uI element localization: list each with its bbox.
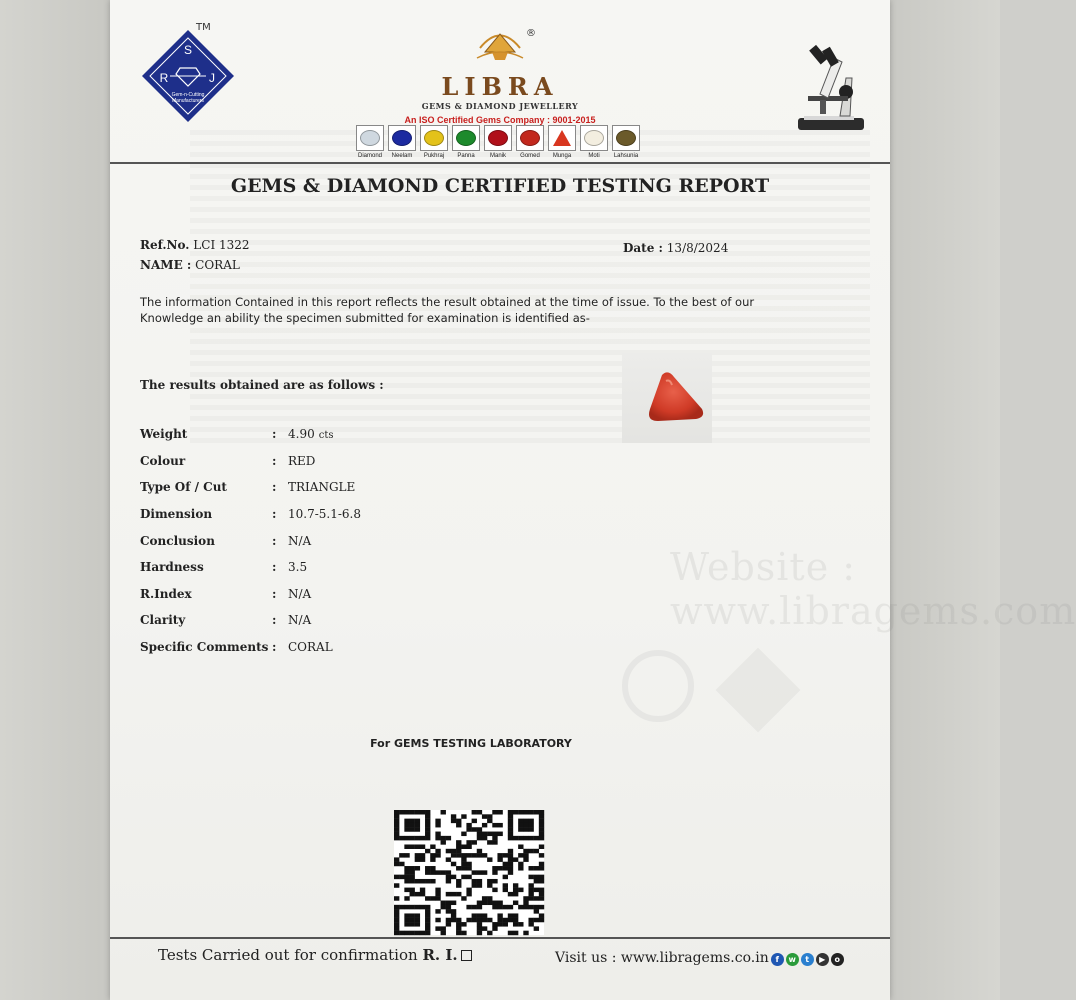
result-key: Clarity bbox=[140, 613, 186, 627]
gem-label: Munga bbox=[552, 153, 572, 159]
watermark-website: Website : www.libragems.com bbox=[670, 545, 1076, 633]
name-label: NAME : bbox=[140, 258, 192, 272]
result-key: Weight bbox=[140, 427, 188, 441]
result-row bbox=[140, 587, 440, 605]
tests-note bbox=[158, 946, 472, 964]
specimen-name bbox=[140, 258, 240, 272]
name-value: CORAL bbox=[195, 258, 240, 272]
gem-swatch bbox=[484, 125, 512, 151]
intro-paragraph bbox=[140, 294, 780, 326]
gem-label: Lahsunia bbox=[613, 153, 639, 159]
background-right bbox=[890, 0, 1000, 1000]
result-separator: : bbox=[272, 507, 277, 521]
microscope-icon bbox=[790, 38, 870, 133]
results-heading: The results obtained are as follows : bbox=[140, 378, 384, 392]
lab-signature-line: For GEMS TESTING LABORATORY bbox=[370, 737, 572, 750]
result-value bbox=[288, 427, 333, 441]
trademark-mark: TM bbox=[196, 22, 211, 33]
result-value-text: TRIANGLE bbox=[288, 480, 356, 494]
gem-icon bbox=[424, 130, 444, 146]
result-row bbox=[140, 427, 440, 445]
gem-swatch bbox=[388, 125, 416, 151]
gem-item bbox=[515, 125, 545, 159]
gem-item bbox=[547, 125, 577, 159]
result-row bbox=[140, 613, 440, 631]
logo-letter-r: R bbox=[159, 71, 169, 85]
result-key: Conclusion bbox=[140, 534, 215, 548]
result-value bbox=[288, 640, 333, 654]
gem-swatch bbox=[356, 125, 384, 151]
gem-item bbox=[387, 125, 417, 159]
result-separator: : bbox=[272, 560, 277, 574]
result-key: Hardness bbox=[140, 560, 204, 574]
gem-swatch bbox=[516, 125, 544, 151]
watermark-diamond bbox=[716, 648, 801, 733]
srj-logo bbox=[140, 28, 236, 124]
footer-divider bbox=[110, 937, 890, 939]
qr-code bbox=[394, 810, 544, 935]
youtube-icon[interactable]: ▶ bbox=[816, 953, 829, 966]
gem-icon bbox=[584, 130, 604, 146]
gem-icon bbox=[616, 130, 636, 146]
certificate-paper bbox=[110, 0, 1076, 1000]
result-value bbox=[288, 560, 307, 574]
gem-label: Pukhraj bbox=[423, 153, 445, 159]
ref-value: LCI 1322 bbox=[193, 238, 250, 252]
iso-certification: An ISO Certified Gems Company : 9001-2015 bbox=[404, 115, 596, 125]
result-value bbox=[288, 507, 361, 521]
logo-tagline-2: Manufacturers bbox=[172, 98, 204, 104]
coral-gem-icon bbox=[622, 353, 712, 443]
gem-label: Panna bbox=[457, 153, 475, 159]
social-icons bbox=[769, 950, 844, 966]
libra-brand bbox=[350, 28, 650, 125]
gem-swatch bbox=[548, 125, 576, 151]
result-separator: : bbox=[272, 587, 277, 601]
gem-icon bbox=[553, 130, 571, 146]
brand-name: LIBRA bbox=[441, 72, 559, 101]
logo-tagline-1: Gem-n-Cutting bbox=[171, 92, 205, 98]
registered-mark: ® bbox=[526, 28, 536, 39]
result-separator: : bbox=[272, 480, 277, 494]
result-value-text: 3.5 bbox=[288, 560, 308, 574]
result-value-text: 10.7-5.1-6.8 bbox=[288, 507, 361, 521]
reference-number bbox=[140, 238, 250, 252]
instagram-icon[interactable]: o bbox=[831, 953, 844, 966]
gem-swatch bbox=[420, 125, 448, 151]
result-key: Colour bbox=[140, 454, 186, 468]
gem-swatch bbox=[612, 125, 640, 151]
gem-item bbox=[451, 125, 481, 159]
gem-icon bbox=[520, 130, 540, 146]
result-row bbox=[140, 507, 440, 525]
gem-item bbox=[579, 125, 609, 159]
crest-icon bbox=[475, 28, 525, 68]
visit-us bbox=[555, 950, 844, 966]
result-value-text: N/A bbox=[288, 587, 312, 601]
result-key: Specific Comments bbox=[140, 640, 269, 654]
result-key: Type Of / Cut bbox=[140, 480, 227, 494]
gem-item bbox=[419, 125, 449, 159]
result-separator: : bbox=[272, 427, 277, 441]
result-row bbox=[140, 480, 440, 498]
result-separator: : bbox=[272, 534, 277, 548]
gem-item bbox=[355, 125, 385, 159]
twitter-icon[interactable]: t bbox=[801, 953, 814, 966]
gem-icon bbox=[360, 130, 380, 146]
intro-line-2: Knowledge an ability the specimen submitted for examination is identified as- bbox=[140, 311, 590, 325]
result-separator: : bbox=[272, 613, 277, 627]
result-row bbox=[140, 534, 440, 552]
background-left bbox=[0, 0, 110, 1000]
gem-label: Gomed bbox=[520, 153, 540, 159]
result-separator: : bbox=[272, 640, 277, 654]
result-row bbox=[140, 640, 440, 658]
gem-strip bbox=[355, 125, 641, 159]
gem-icon bbox=[392, 130, 412, 146]
date-value: 13/8/2024 bbox=[666, 241, 729, 255]
intro-line-1: The information Contained in this report reflects the result obtained at the time of issue. To the best of our bbox=[140, 295, 755, 309]
result-value bbox=[288, 480, 355, 494]
result-key: R.Index bbox=[140, 587, 192, 601]
result-key: Dimension bbox=[140, 507, 213, 521]
gem-swatch bbox=[580, 125, 608, 151]
tests-method: R. I. bbox=[422, 946, 458, 964]
result-value-text: CORAL bbox=[288, 640, 333, 654]
brand-subtitle: GEMS & DIAMOND JEWELLERY bbox=[421, 101, 579, 111]
date-label: Date : bbox=[623, 241, 663, 255]
gem-swatch bbox=[452, 125, 480, 151]
tests-text: Tests Carried out for confirmation bbox=[158, 946, 418, 964]
result-row bbox=[140, 454, 440, 472]
result-separator: : bbox=[272, 454, 277, 468]
logo-letter-j: J bbox=[209, 71, 215, 85]
facebook-icon[interactable]: f bbox=[771, 953, 784, 966]
gem-item bbox=[611, 125, 641, 159]
header-divider bbox=[110, 162, 890, 164]
result-value-text: 4.90 bbox=[288, 427, 315, 441]
result-value bbox=[288, 454, 315, 468]
result-value-text: N/A bbox=[288, 613, 312, 627]
gem-label: Neelam bbox=[391, 153, 413, 159]
result-value bbox=[288, 613, 311, 627]
gem-icon bbox=[488, 130, 508, 146]
result-value bbox=[288, 587, 311, 601]
gem-icon bbox=[456, 130, 476, 146]
whatsapp-icon[interactable]: w bbox=[786, 953, 799, 966]
result-row bbox=[140, 560, 440, 578]
visit-text[interactable]: Visit us : www.libragems.co.in bbox=[555, 950, 769, 966]
gem-label: Moti bbox=[588, 153, 600, 159]
gem-label: Diamond bbox=[357, 153, 382, 159]
report-date bbox=[623, 241, 728, 255]
logo-letter-s: S bbox=[183, 43, 193, 57]
result-value-text: N/A bbox=[288, 534, 312, 548]
result-unit: cts bbox=[318, 430, 334, 441]
checkbox-icon bbox=[461, 950, 472, 961]
gem-label: Manik bbox=[489, 153, 506, 159]
report-title: GEMS & DIAMOND CERTIFIED TESTING REPORT bbox=[230, 175, 770, 197]
gem-item bbox=[483, 125, 513, 159]
result-value-text: RED bbox=[288, 454, 316, 468]
watermark-seal bbox=[622, 650, 694, 722]
specimen-photo bbox=[622, 353, 712, 443]
result-value bbox=[288, 534, 311, 548]
ref-label: Ref.No. bbox=[140, 238, 190, 252]
